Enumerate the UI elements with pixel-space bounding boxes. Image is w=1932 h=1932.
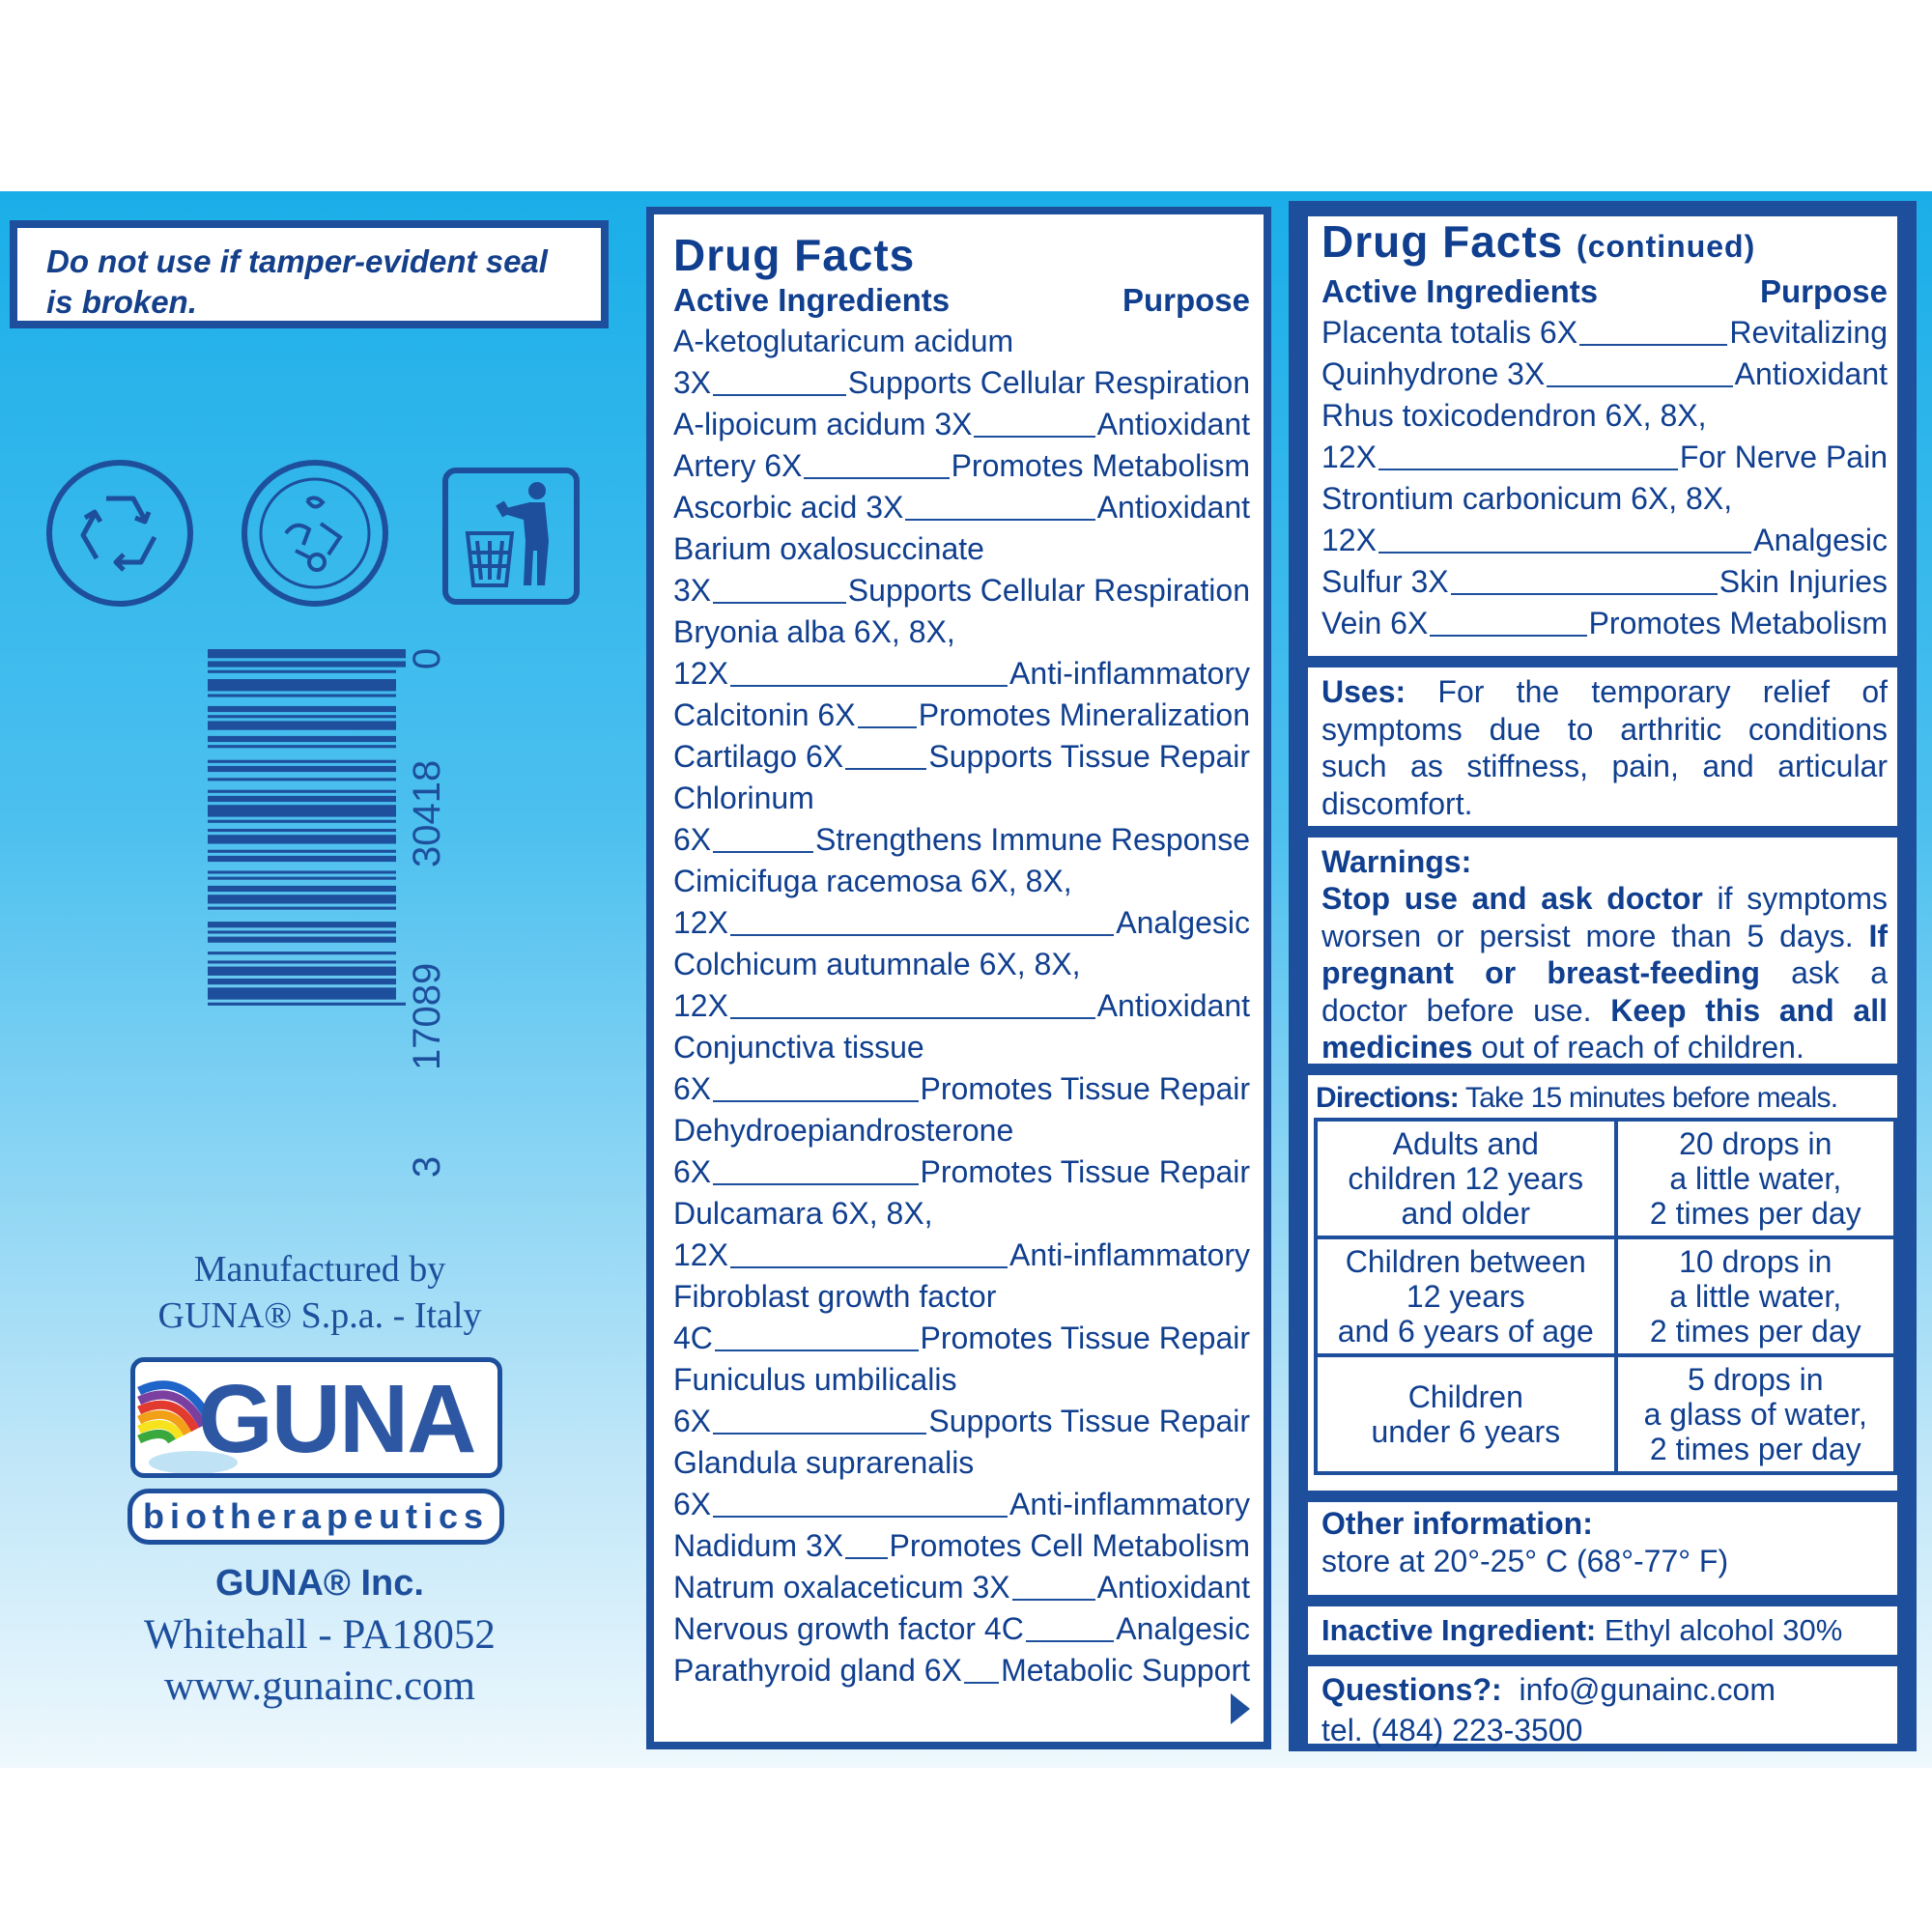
leader-line: [905, 519, 1094, 521]
uses-section: [1308, 668, 1897, 826]
ingredient-name: 4C: [673, 1321, 713, 1355]
ingredient-purpose: Antioxidant: [1096, 407, 1250, 441]
ingredient-row: [673, 321, 1250, 362]
barcode-bar: [208, 850, 396, 853]
barcode-bar: [208, 937, 396, 943]
leader-line: [713, 394, 846, 396]
ingredient-row: [673, 819, 1250, 861]
dosage-line: 20 drops in: [1679, 1126, 1833, 1161]
ingredient-row: [673, 778, 1250, 819]
drug-facts-continued-title: [1321, 216, 1888, 271]
ingredient-row: [673, 1068, 1250, 1110]
ingredient-name: Cartilago 6X: [673, 739, 844, 774]
ingredient-purpose: Strengthens Immune Response: [814, 822, 1250, 857]
barcode-bar: [208, 661, 406, 667]
ingredient-name: 3X: [673, 573, 712, 608]
inactive-ingredient-label: Inactive Ingredient:: [1321, 1613, 1597, 1647]
leader-line: [713, 1100, 918, 1102]
ingredient-name: Glandula suprarenalis: [673, 1445, 975, 1480]
ingredient-name: 6X: [673, 822, 712, 857]
uses-label: Uses:: [1321, 674, 1406, 709]
ingredient-purpose: Promotes Metabolism: [1588, 606, 1888, 640]
barcode-bar: [208, 856, 396, 862]
company-address: Whitehall - PA18052: [144, 1612, 496, 1658]
leader-line: [730, 1017, 1095, 1019]
barcode-bar: [208, 805, 396, 816]
barcode-bar: [208, 679, 396, 691]
barcode-bar: [208, 706, 396, 712]
ingredient-purpose: Promotes Tissue Repair: [920, 1154, 1250, 1189]
barcode-bar: [208, 829, 396, 832]
ingredient-row: [673, 1359, 1250, 1401]
ingredient-purpose: Antioxidant: [1096, 1570, 1250, 1605]
barcode-digits: 3: [406, 1155, 448, 1179]
barcode-bar: [208, 987, 396, 999]
dosage-line: 10 drops in: [1679, 1244, 1833, 1279]
ingredient-name: Cimicifuga racemosa 6X, 8X,: [673, 864, 1072, 898]
age-group-line: children 12 years: [1348, 1161, 1584, 1196]
ingredient-row: [673, 1608, 1250, 1650]
warnings-label: Warnings:: [1321, 844, 1472, 879]
warning-keep-away: Keep this and all medicines: [1321, 992, 1889, 1065]
ingredient-name: Fibroblast growth factor: [673, 1279, 997, 1314]
directions-section: [1308, 1075, 1897, 1491]
questions-email[interactable]: info@gunainc.com: [1519, 1672, 1776, 1707]
company-name: GUNA® Inc.: [215, 1563, 424, 1604]
ingredient-row: [673, 528, 1250, 570]
barcode-bar: [208, 870, 396, 873]
leader-line: [1378, 552, 1751, 554]
dosage-line: a glass of water,: [1643, 1397, 1867, 1432]
ingredient-row: [1321, 312, 1888, 354]
questions-label: Questions?:: [1321, 1672, 1502, 1707]
leader-line: [713, 1433, 926, 1435]
questions-phone[interactable]: tel. (484) 223-3500: [1321, 1713, 1583, 1747]
manufactured-by-label: Manufactured by: [193, 1249, 446, 1290]
directions-dosage: [1616, 1237, 1895, 1355]
leader-line: [730, 685, 1008, 687]
ingredient-row: [673, 902, 1250, 944]
directions-table: [1314, 1118, 1897, 1475]
biotherapeutics-badge: biotherapeutics: [128, 1489, 504, 1545]
ingredient-name: Rhus toxicodendron 6X, 8X,: [1321, 398, 1707, 433]
ingredient-row: [673, 611, 1250, 653]
ingredient-name: Strontium carbonicum 6X, 8X,: [1321, 481, 1733, 516]
leader-line: [1547, 385, 1732, 387]
ingredient-name: 12X: [673, 905, 728, 940]
warning-pregnant: If pregnant or breast-feeding: [1321, 918, 1888, 990]
ingredient-name: 12X: [673, 988, 728, 1023]
directions-row: [1316, 1120, 1895, 1237]
drug-facts-panel: [646, 207, 1271, 1749]
company-block: [0, 1557, 639, 1712]
ingredient-name: 6X: [673, 1487, 712, 1521]
ingredient-row: [1321, 520, 1888, 561]
ingredient-row: [673, 736, 1250, 778]
ingredient-name: 6X: [673, 1071, 712, 1106]
uses-text: For the temporary relief of symptoms due to arthritic conditions such as stiffness, pain, and articular discomfort.: [1321, 674, 1889, 821]
barcode: [203, 645, 483, 1186]
logo-wordmark: GUNA: [198, 1365, 475, 1473]
leader-line: [715, 1350, 919, 1351]
leader-line: [1378, 469, 1678, 470]
directions-dosage: [1616, 1120, 1895, 1237]
ingredient-purpose: Promotes Tissue Repair: [920, 1071, 1250, 1106]
ingredient-list: [673, 321, 1250, 1691]
ingredient-name: A-lipoicum acidum 3X: [673, 407, 973, 441]
ingredient-row: [673, 1151, 1250, 1193]
warning-pregnant-text: ask a doctor before use.: [1321, 955, 1888, 1028]
ingredient-name: Conjunctiva tissue: [673, 1030, 924, 1065]
leader-line: [858, 726, 917, 728]
dosage-line: 2 times per day: [1649, 1196, 1861, 1231]
barcode-bar: [208, 907, 396, 910]
ingredient-row: [1321, 437, 1888, 478]
ingredient-name: Barium oxalosuccinate: [673, 531, 984, 566]
other-information-section: [1308, 1502, 1897, 1595]
age-group-line: Adults and: [1392, 1126, 1539, 1161]
ingredient-row: [673, 1401, 1250, 1442]
ingredient-name: 12X: [1321, 440, 1377, 474]
ingredients-header: [673, 280, 1250, 321]
barcode-bar: [208, 886, 396, 892]
leader-line: [974, 436, 1094, 438]
ingredient-row: [673, 1318, 1250, 1359]
ingredient-name: Nervous growth factor 4C: [673, 1611, 1024, 1646]
recycle-symbol-icon: [242, 460, 388, 607]
ingredient-name: Natrum oxalaceticum 3X: [673, 1570, 1010, 1605]
recycle-icon: [46, 460, 193, 607]
ingredient-row: [1321, 354, 1888, 395]
ingredient-name: Funiculus umbilicalis: [673, 1362, 957, 1397]
barcode-bar: [208, 960, 396, 963]
ingredient-purpose: Supports Tissue Repair: [928, 739, 1250, 774]
ingredient-name: Nadidum 3X: [673, 1528, 844, 1563]
ingredient-name: Dulcamara 6X, 8X,: [673, 1196, 933, 1231]
ingredient-name: Quinhydrone 3X: [1321, 356, 1546, 391]
ingredient-row: [673, 1567, 1250, 1608]
ingredient-row: [673, 1442, 1250, 1484]
leader-line: [730, 1266, 1008, 1268]
questions-section: [1308, 1666, 1897, 1747]
directions-text: Take 15 minutes before meals.: [1458, 1082, 1838, 1114]
barcode-bar: [208, 967, 396, 976]
leader-line: [713, 1516, 1008, 1518]
company-website[interactable]: www.gunainc.com: [163, 1663, 476, 1709]
ingredient-purpose: Anti-inflammatory: [1009, 1237, 1250, 1272]
age-group-line: and 6 years of age: [1337, 1314, 1594, 1349]
tamper-warning: Do not use if tamper-evident seal is broken.: [10, 220, 609, 328]
ingredient-row: [673, 861, 1250, 902]
warning-stop-use-text: if symptoms worsen or persist more than 5 days.: [1321, 881, 1889, 953]
ingredient-row: [673, 1027, 1250, 1068]
leader-line: [1451, 593, 1718, 595]
barcode-bar: [208, 745, 396, 748]
ingredient-row: [673, 985, 1250, 1027]
leader-line: [730, 934, 1114, 936]
ingredient-row: [673, 1525, 1250, 1567]
ingredient-row: [1321, 478, 1888, 520]
ingredient-name: Bryonia alba 6X, 8X,: [673, 614, 955, 649]
ingredient-name: 12X: [673, 1237, 728, 1272]
continued-title-text: Drug Facts: [1321, 216, 1564, 267]
continued-suffix: (continued): [1577, 229, 1756, 264]
ingredient-row: [673, 1110, 1250, 1151]
barcode-bar: [208, 790, 396, 793]
age-group-line: Children between: [1345, 1244, 1586, 1279]
ingredient-name: Calcitonin 6X: [673, 697, 856, 732]
ingredient-row: [673, 653, 1250, 695]
ingredient-name: Parathyroid gland 6X: [673, 1653, 962, 1688]
barcode-digits: 0: [406, 647, 448, 670]
warnings-text: [1321, 880, 1888, 1066]
ingredient-purpose: Promotes Cell Metabolism: [889, 1528, 1250, 1563]
ingredient-purpose: Antioxidant: [1096, 490, 1250, 525]
continued-ingredient-list: [1321, 312, 1888, 644]
ingredient-row: [673, 695, 1250, 736]
ingredient-row: [1321, 395, 1888, 437]
ingredient-purpose: Analgesic: [1116, 1611, 1250, 1646]
ingredient-purpose: Promotes Tissue Repair: [920, 1321, 1250, 1355]
age-group-line: 12 years: [1406, 1279, 1525, 1314]
ingredient-purpose: Supports Tissue Repair: [928, 1404, 1250, 1438]
continue-arrow-icon: [1231, 1693, 1250, 1724]
leader-line: [713, 1183, 918, 1185]
barcode-bar: [208, 670, 396, 673]
active-ingredients-heading: Active Ingredients: [673, 282, 951, 318]
ingredient-row: [673, 1193, 1250, 1235]
ingredient-row: [1321, 561, 1888, 603]
ingredient-purpose: Analgesic: [1753, 523, 1888, 557]
inactive-ingredient-section: [1308, 1606, 1897, 1655]
warnings-section: [1308, 838, 1897, 1064]
directions-dosage: [1616, 1355, 1895, 1473]
ingredient-row: [673, 445, 1250, 487]
leader-line: [845, 1557, 887, 1559]
ingredient-name: Colchicum autumnale 6X, 8X,: [673, 947, 1081, 981]
barcode-bar: [208, 930, 396, 933]
leader-line: [804, 477, 949, 479]
dispose-in-bin-icon: [442, 468, 580, 605]
ingredient-row: [673, 1650, 1250, 1691]
questions-line: [1321, 1668, 1888, 1711]
barcode-digits: 30418: [406, 759, 448, 867]
purpose-heading: Purpose: [1122, 282, 1250, 318]
barcode-bar: [208, 796, 396, 802]
barcode-bar: [208, 715, 396, 718]
ingredient-name: Dehydroepiandrosterone: [673, 1113, 1014, 1148]
leader-line: [1012, 1599, 1095, 1601]
continued-ingredients-section: [1308, 216, 1897, 656]
directions-age-group: [1316, 1237, 1616, 1355]
ingredient-row: [673, 1484, 1250, 1525]
ingredient-purpose: Supports Cellular Respiration: [847, 365, 1250, 400]
ingredient-purpose: Anti-inflammatory: [1009, 1487, 1250, 1521]
ingredient-purpose: Skin Injuries: [1719, 564, 1888, 599]
ingredient-purpose: Analgesic: [1116, 905, 1250, 940]
directions-age-group: [1316, 1355, 1616, 1473]
warning-keep-away-text: out of reach of children.: [1472, 1030, 1804, 1065]
guna-logo: [130, 1357, 502, 1478]
ingredient-name: Ascorbic acid 3X: [673, 490, 904, 525]
directions-line: [1316, 1079, 1889, 1118]
leader-line: [1579, 344, 1727, 346]
barcode-bar: [208, 695, 396, 697]
barcode-bar: [208, 979, 396, 984]
ingredient-name: 6X: [673, 1404, 712, 1438]
leader-line: [713, 851, 813, 853]
leader-line: [1430, 635, 1586, 637]
disposal-icons: [46, 460, 587, 614]
ingredient-name: Chlorinum: [673, 781, 814, 815]
ingredient-purpose: Antioxidant: [1096, 988, 1250, 1023]
ingredient-purpose: Antioxidant: [1734, 356, 1888, 391]
ingredient-name: Placenta totalis 6X: [1321, 315, 1578, 350]
ingredient-purpose: Revitalizing: [1729, 315, 1888, 350]
left-panel: [0, 191, 639, 1768]
leader-line: [1026, 1640, 1114, 1642]
ingredient-row: [673, 944, 1250, 985]
ingredient-row: [673, 362, 1250, 404]
barcode-bar: [208, 922, 396, 927]
ingredient-name: 3X: [673, 365, 712, 400]
dosage-line: 2 times per day: [1649, 1432, 1861, 1466]
dosage-line: 2 times per day: [1649, 1314, 1861, 1349]
barcode-bar: [208, 721, 396, 729]
dosage-line: 5 drops in: [1688, 1362, 1824, 1397]
ingredient-name: 6X: [673, 1154, 712, 1189]
ingredient-row: [673, 487, 1250, 528]
ingredient-purpose: Promotes Metabolism: [951, 448, 1250, 483]
ingredient-purpose: Anti-inflammatory: [1009, 656, 1250, 691]
barcode-bar: [208, 649, 406, 658]
inactive-ingredient-text: Ethyl alcohol 30%: [1596, 1613, 1843, 1647]
leader-line: [845, 768, 926, 770]
manufacturer-name: GUNA® S.p.a. - Italy: [157, 1295, 482, 1336]
continued-purpose-heading: Purpose: [1759, 273, 1888, 309]
ingredient-row: [673, 1276, 1250, 1318]
ingredient-name: Artery 6X: [673, 448, 803, 483]
barcode-bar: [208, 877, 396, 880]
drug-facts-title: Drug Facts: [673, 230, 916, 280]
barcode-bar: [208, 778, 396, 781]
ingredient-row: [673, 570, 1250, 611]
ingredient-purpose: Supports Cellular Respiration: [847, 573, 1250, 608]
barcode-bar: [208, 1003, 406, 1006]
ingredient-name: A-ketoglutaricum acidum: [673, 324, 1014, 358]
directions-row: [1316, 1237, 1895, 1355]
ingredient-purpose: For Nerve Pain: [1679, 440, 1888, 474]
barcode-bar: [208, 736, 396, 742]
ingredient-row: [673, 1235, 1250, 1276]
leader-line: [713, 602, 846, 604]
barcode-bar: [208, 766, 396, 772]
ingredient-name: 12X: [1321, 523, 1377, 557]
manufacturer-block: [0, 1246, 639, 1339]
directions-age-group: [1316, 1120, 1616, 1237]
inactive-ingredient-line: [1321, 1606, 1888, 1655]
leader-line: [964, 1682, 999, 1684]
directions-row: [1316, 1355, 1895, 1473]
ingredient-purpose: Promotes Mineralization: [918, 697, 1250, 732]
barcode-bar: [208, 820, 396, 823]
ingredient-name: Sulfur 3X: [1321, 564, 1449, 599]
ingredient-row: [1321, 603, 1888, 644]
continued-active-ingredients-heading: Active Ingredients: [1321, 273, 1599, 309]
barcode-bar: [208, 895, 396, 903]
ingredient-row: [673, 404, 1250, 445]
other-information-text: store at 20°-25° C (68°-77° F): [1321, 1544, 1729, 1578]
barcode-bar: [208, 760, 396, 763]
barcode-bar: [208, 952, 396, 954]
dosage-line: a little water,: [1669, 1161, 1842, 1196]
ingredient-name: Vein 6X: [1321, 606, 1429, 640]
continued-ingredients-header: [1321, 271, 1888, 312]
warning-stop-use: Stop use and ask doctor: [1321, 881, 1703, 916]
barcode-digits: 17089: [406, 962, 448, 1070]
age-group-line: Children: [1407, 1379, 1523, 1414]
barcode-bar: [208, 835, 396, 843]
dosage-line: a little water,: [1669, 1279, 1842, 1314]
ingredient-name: 12X: [673, 656, 728, 691]
other-information-label: Other information:: [1321, 1506, 1593, 1541]
ingredient-purpose: Metabolic Support: [1001, 1653, 1250, 1688]
drug-facts-continued-panel: [1289, 201, 1917, 1751]
uses-text-block: [1321, 673, 1888, 822]
directions-label: Directions:: [1316, 1082, 1459, 1114]
age-group-line: under 6 years: [1371, 1414, 1561, 1449]
age-group-line: and older: [1401, 1196, 1530, 1231]
